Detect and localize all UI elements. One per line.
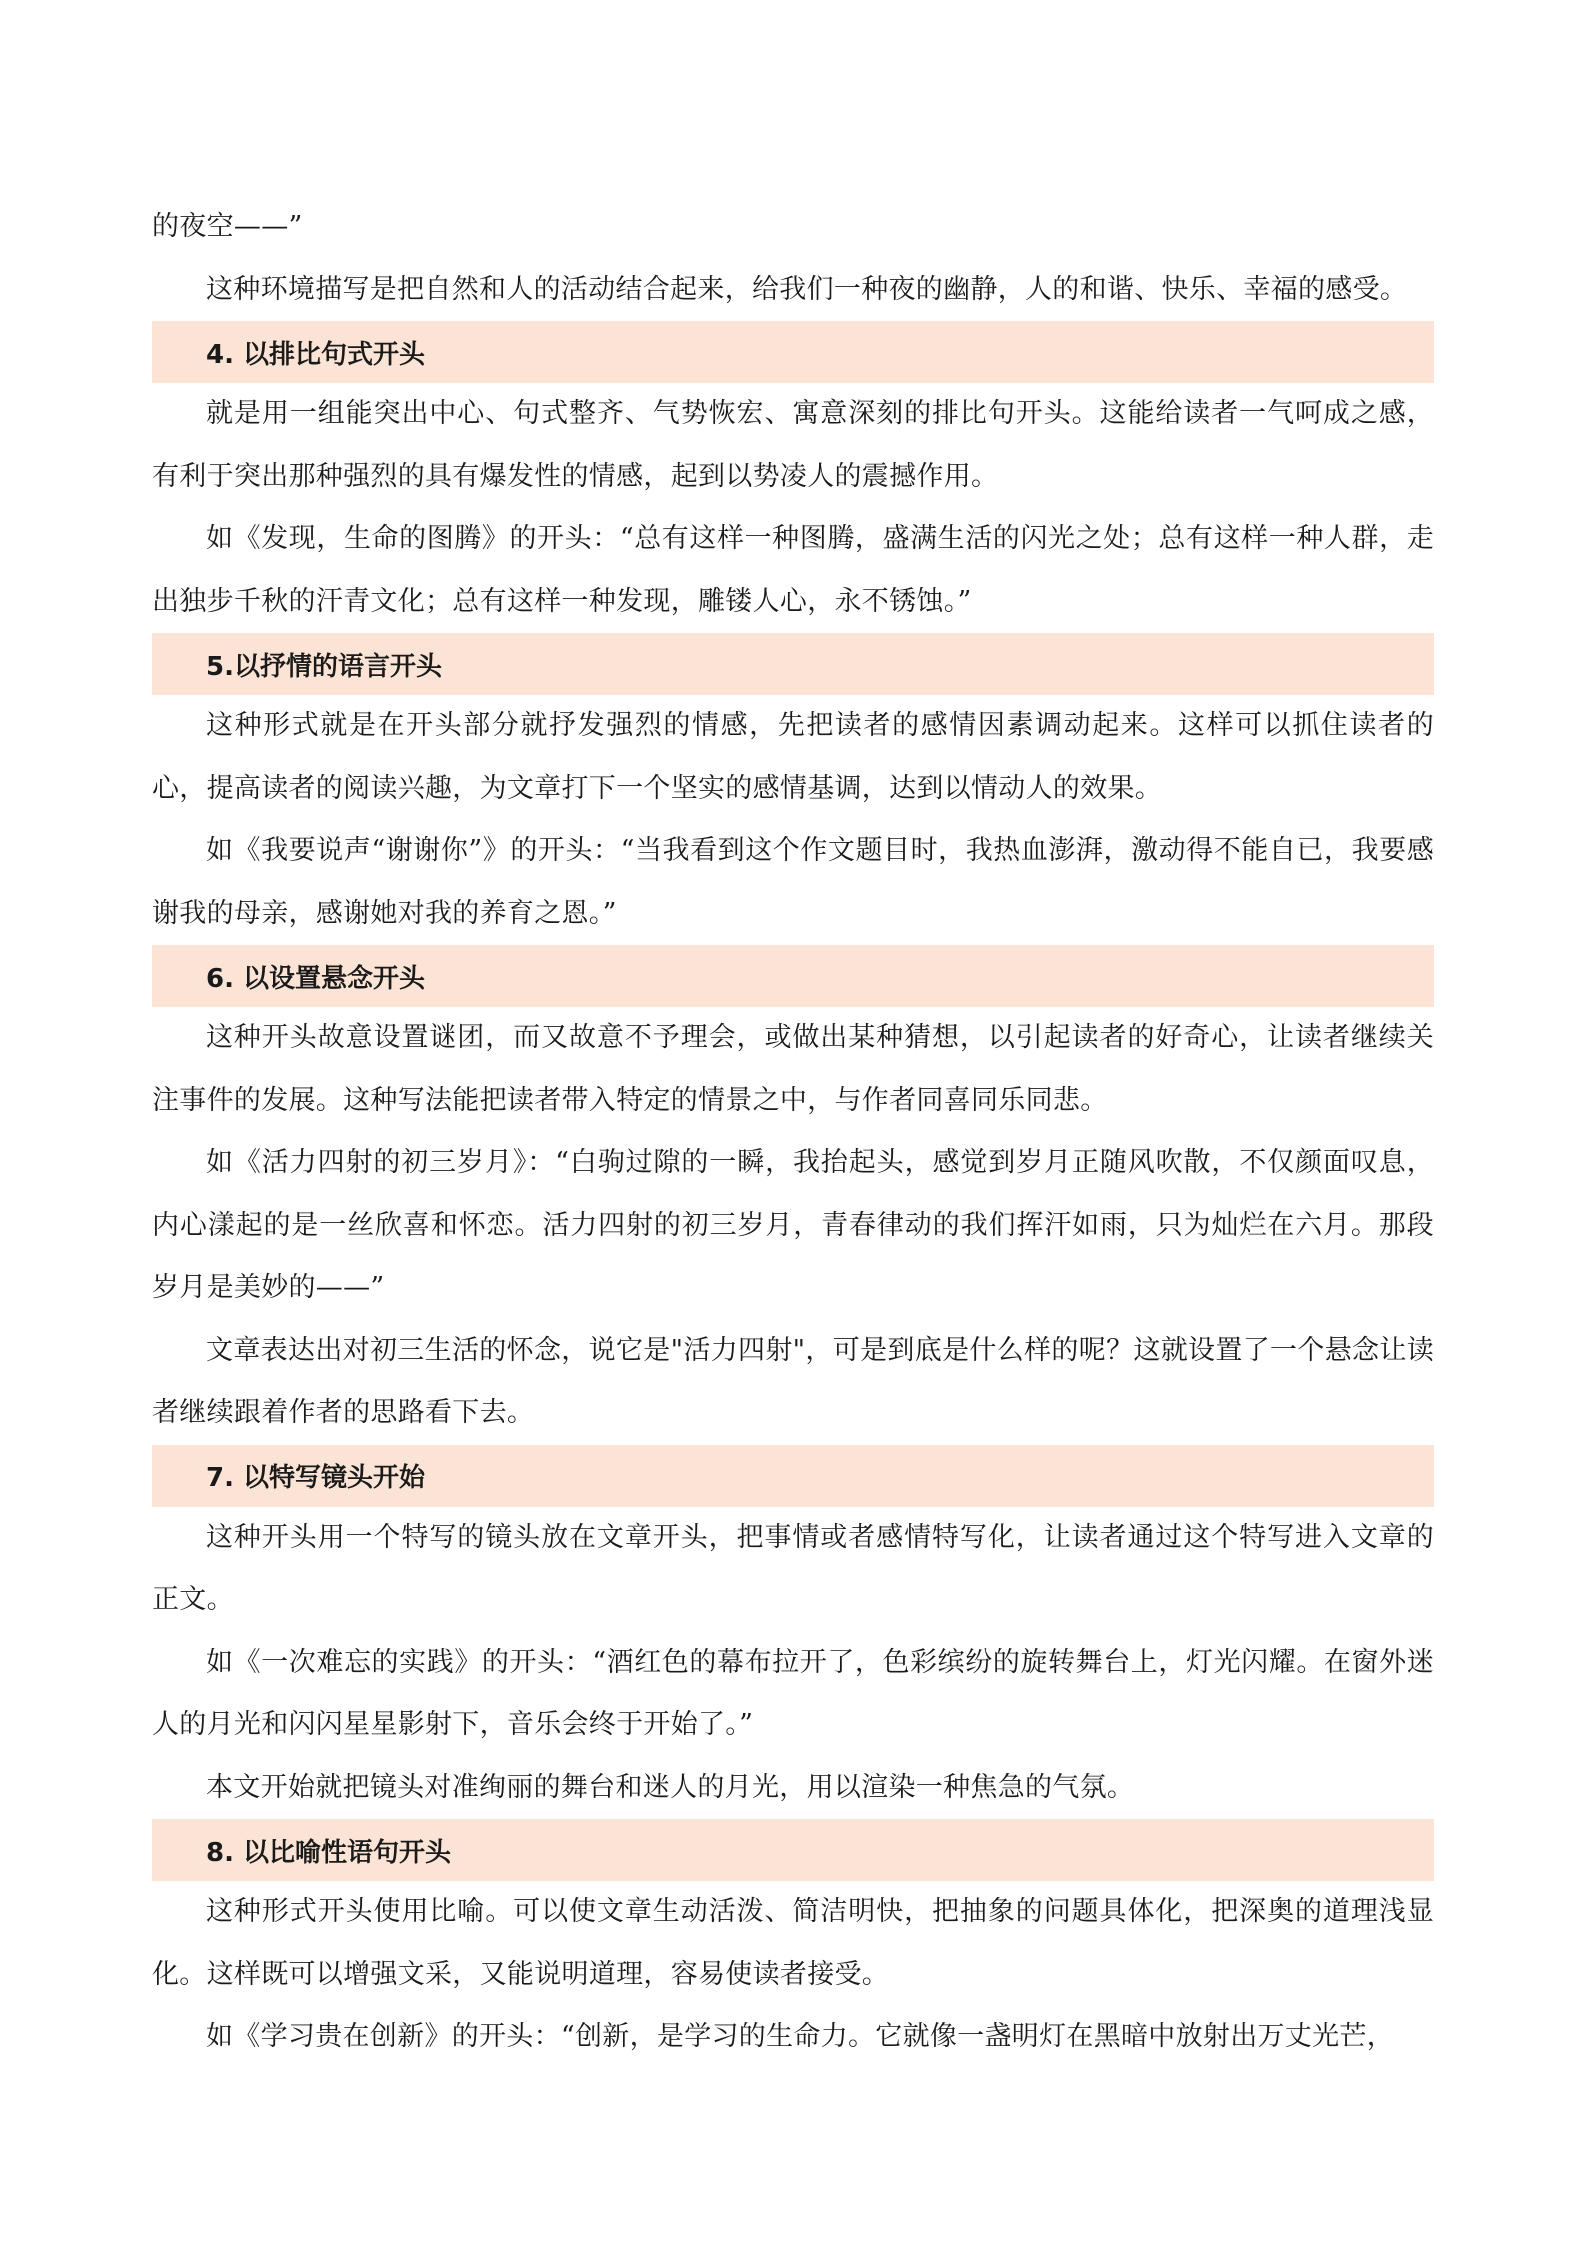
paragraph-example: 如《发现，生命的图腾》的开头：“总有这样一种图腾，盛满生活的闪光之处；总有这样一种人群，走出独步千秋的汗青文化；总有这样一种发现，雕镂人心，永不锈蚀。” [152,523,1434,617]
paragraph-analysis: 本文开始就把镜头对准绚丽的舞台和迷人的月光，用以渲染一种焦急的气氛。 [206,1771,1135,1803]
paragraph: 这种开头用一个特写的镜头放在文章开头，把事情或者感情特写化，让读者通过这个特写进入文章的正文。 [152,1521,1434,1615]
paragraph: 这种环境描写是把自然和人的活动结合起来，给我们一种夜的幽静，人的和谐、快乐、幸福的感受。 [206,273,1408,305]
paragraph-continuation: 的夜空——” [152,211,303,242]
paragraph: 这种开头故意设置谜团，而又故意不予理会，或做出某种猜想，以引起读者的好奇心，让读者继续关注事件的发展。这种写法能把读者带入特定的情景之中，与作者同喜同乐同悲。 [152,1022,1434,1116]
paragraph-analysis: 文章表达出对初三生活的怀念，说它是"活力四射"，可是到底是什么样的呢？这就设置了一个悬念让读者继续跟着作者的思路看下去。 [152,1334,1434,1428]
paragraph-example: 如《活力四射的初三岁月》：“白驹过隙的一瞬，我抬起头，感觉到岁月正随风吹散，不仅颜面叹息，内心漾起的是一丝欣喜和怀恋。活力四射的初三岁月，青春律动的我们挥汗如雨，只为灿烂在六月。那段岁月是美妙的——” [152,1147,1434,1303]
paragraph: 这种形式就是在开头部分就抒发强烈的情感，先把读者的感情因素调动起来。这样可以抓住读者的心，提高读者的阅读兴趣，为文章打下一个坚实的感情基调，达到以情动人的效果。 [152,710,1434,804]
section-heading-5: 5.以抒情的语言开头 [152,633,1434,695]
section-heading-7: 7. 以特写镜头开始 [152,1445,1434,1507]
paragraph-example: 如《学习贵在创新》的开头：“创新，是学习的生命力。它就像一盏明灯在黑暗中放射出万丈光芒， [206,2021,1395,2052]
section-heading-4: 4. 以排比句式开头 [152,321,1434,383]
paragraph: 就是用一组能突出中心、句式整齐、气势恢宏、寓意深刻的排比句开头。这能给读者一气呵成之感，有利于突出那种强烈的具有爆发性的情感，起到以势凌人的震撼作用。 [152,398,1434,492]
paragraph-example: 如《我要说声“谢谢你”》的开头：“当我看到这个作文题目时，我热血澎湃，激动得不能自已，我要感谢我的母亲，感谢她对我的养育之恩。” [152,835,1434,929]
section-heading-8: 8. 以比喻性语句开头 [152,1819,1434,1881]
paragraph: 这种形式开头使用比喻。可以使文章生动活泼、简洁明快，把抽象的问题具体化，把深奥的道理浅显化。这样既可以增强文采，又能说明道理，容易使读者接受。 [152,1896,1434,1990]
section-heading-6: 6. 以设置悬念开头 [152,945,1434,1007]
document-body [152,196,1434,2069]
paragraph-example: 如《一次难忘的实践》的开头：“酒红色的幕布拉开了，色彩缤纷的旋转舞台上，灯光闪耀。在窗外迷人的月光和闪闪星星影射下，音乐会终于开始了。” [152,1646,1434,1740]
